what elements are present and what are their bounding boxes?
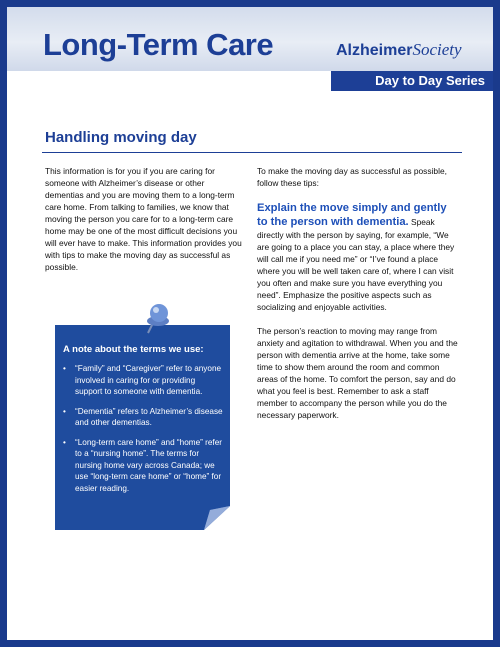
tip-heading: Explain the move simply and gently to the person with dementia. xyxy=(257,202,447,228)
note-item: • “Long-term care home” and “home” refer to a “nursing home”. The terms for nursing home vary across Canada; we use “long-term care home” or “home” for easier reading. xyxy=(63,437,223,495)
note-box xyxy=(55,325,230,530)
pushpin-icon xyxy=(142,301,172,335)
note-title: A note about the terms we use: xyxy=(63,344,204,355)
right-column xyxy=(257,165,460,433)
section-divider xyxy=(42,152,462,153)
tips-intro: To make the moving day as successful as possible, follow these tips: xyxy=(257,166,447,188)
note-list xyxy=(63,363,223,502)
brand-name: Alzheimer xyxy=(336,42,413,59)
tip-paragraph xyxy=(257,201,460,313)
page-title: Long-Term Care xyxy=(43,27,274,62)
intro-paragraph: This information is for you if you are caring for someone with Alzheimer’s disease or other dementias and you are moving them to a long-term care home. From talking to families, we know that moving the person you care for to a long-term care home may be one of the most difficult decisions you will ever have to make. This information provides you with tips to make the moving day as successful as possible. xyxy=(45,166,242,272)
note-item: • “Family” and “Caregiver” refer to anyone involved in caring for or providing support to someone with dementia. xyxy=(63,363,223,398)
note-item: • “Dementia” refers to Alzheimer’s disease and other dementias. xyxy=(63,406,223,429)
series-label: Day to Day Series xyxy=(375,73,485,88)
brand-logo xyxy=(336,41,462,59)
tip-body: Speak directly with the person by saying, for example, “We are going to a place you can stay, a place where they will call me if you need me” or “I’ve found a place where you will be well taken care of, where I can visit you often and make sure you have everything you need”. Emphasize the positive aspects such as socializing and enjoyable activities. xyxy=(257,217,455,312)
header-banner xyxy=(7,7,493,71)
section-title: Handling moving day xyxy=(45,129,197,146)
left-column xyxy=(45,165,245,285)
brand-name-italic: Society xyxy=(412,40,462,59)
reaction-paragraph: The person’s reaction to moving may range from anxiety and agitation to withdrawal. When you and the person with dementia arrive at the home, take some time to show them around the room and common areas of the home. To comfort the person, say and do what you feel is best. Remember to ask a staff member to accompany the person while you do the necessary paperwork. xyxy=(257,326,458,420)
series-bar xyxy=(331,71,493,91)
document-page xyxy=(7,7,493,640)
page-curl xyxy=(204,506,230,530)
